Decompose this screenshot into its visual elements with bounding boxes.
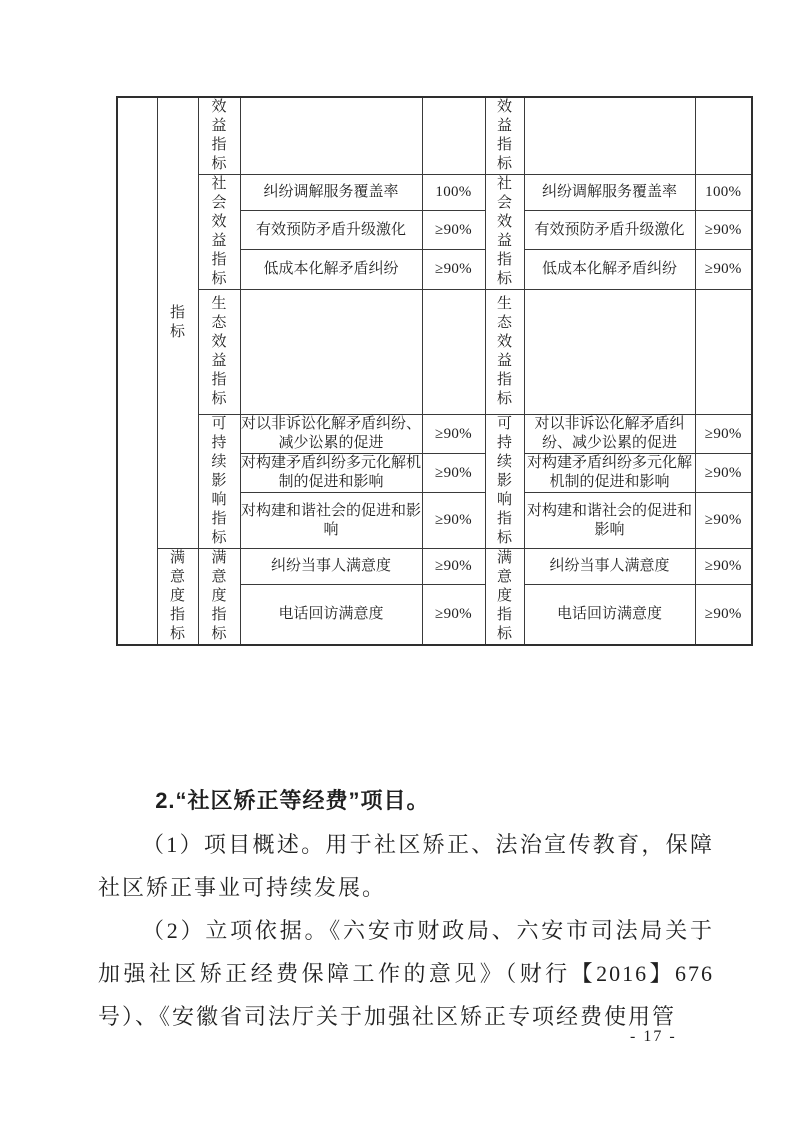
group-label-eco-benefit: 生 态 效 益 指 标 [198, 290, 240, 415]
group-label-sustain-impact: 可 持 续 影 响 指 标 [485, 415, 524, 549]
indicator-value: ≥90% [695, 493, 752, 549]
body-text [98, 779, 714, 1038]
indicator-value: 100% [695, 175, 752, 211]
indicator-value: ≥90% [422, 415, 485, 454]
indicator-name: 纠纷调解服务覆盖率 [240, 175, 422, 211]
indicator-name: 纠纷调解服务覆盖率 [524, 175, 695, 211]
indicator-name: 纠纷当事人满意度 [524, 549, 695, 585]
indicator-value: ≥90% [422, 250, 485, 290]
indicator-value: ≥90% [695, 454, 752, 493]
indicator-value: ≥90% [695, 549, 752, 585]
indicator-value: ≥90% [422, 584, 485, 645]
indicator-name: 电话回访满意度 [240, 584, 422, 645]
empty-margin-cell [117, 97, 157, 645]
indicator-value: ≥90% [695, 415, 752, 454]
indicator-name: 纠纷当事人满意度 [240, 549, 422, 585]
indicator-name: 对构建和谐社会的促进和影响 [524, 493, 695, 549]
group-label-social-benefit: 社 会 效 益 指 标 [485, 175, 524, 290]
indicator-name [240, 290, 422, 415]
indicator-value: ≥90% [422, 549, 485, 585]
indicator-name [524, 290, 695, 415]
group-label-satisfaction: 满 意 度 指 标 [198, 549, 240, 646]
indicator-value: ≥90% [422, 210, 485, 250]
outer-label-satisfaction: 满 意 度 指 标 [157, 549, 198, 646]
indicator-table-wrap [116, 96, 753, 646]
indicator-name: 对构建矛盾纠纷多元化解机制的促进和影响 [524, 454, 695, 493]
indicator-value [695, 290, 752, 415]
performance-indicator-table [116, 96, 753, 646]
outer-label-top: 指 标 [157, 97, 198, 549]
indicator-name: 低成本化解矛盾纠纷 [240, 250, 422, 290]
indicator-value: ≥90% [695, 250, 752, 290]
indicator-name [240, 97, 422, 175]
indicator-value: ≥90% [695, 210, 752, 250]
indicator-name: 有效预防矛盾升级激化 [524, 210, 695, 250]
indicator-value [422, 290, 485, 415]
indicator-name: 对以非诉讼化解矛盾纠纷、减少讼累的促进 [240, 415, 422, 454]
group-label-sustain-impact: 可 持 续 影 响 指 标 [198, 415, 240, 549]
indicator-value: ≥90% [695, 584, 752, 645]
indicator-value [422, 97, 485, 175]
indicator-value: ≥90% [422, 454, 485, 493]
indicator-name: 有效预防矛盾升级激化 [240, 210, 422, 250]
section-heading: 2.“社区矫正等经费”项目。 [155, 788, 430, 813]
group-label-eco-benefit: 生 态 效 益 指 标 [485, 290, 524, 415]
indicator-value [695, 97, 752, 175]
indicator-name [524, 97, 695, 175]
indicator-value: 100% [422, 175, 485, 211]
paragraph-project-basis: （2）立项依据。《六安市财政局、六安市司法局关于加强社区矫正经费保障工作的意见》（财行【2016】676号）、《安徽省司法厅关于加强社区矫正专项经费使用管 [98, 918, 714, 1029]
indicator-name: 对构建矛盾纠纷多元化解机制的促进和影响 [240, 454, 422, 493]
group-label-benefit: 效 益 指 标 [485, 97, 524, 175]
indicator-value: ≥90% [422, 493, 485, 549]
indicator-name: 低成本化解矛盾纠纷 [524, 250, 695, 290]
group-label-satisfaction: 满 意 度 指 标 [485, 549, 524, 646]
paragraph-project-overview: （1）项目概述。用于社区矫正、法治宣传教育，保障社区矫正事业可持续发展。 [98, 832, 714, 900]
page-number: - 17 - [630, 1028, 677, 1045]
indicator-name: 对构建和谐社会的促进和影响 [240, 493, 422, 549]
indicator-name: 电话回访满意度 [524, 584, 695, 645]
group-label-social-benefit: 社 会 效 益 指 标 [198, 175, 240, 290]
indicator-name: 对以非诉讼化解矛盾纠纷、减少讼累的促进 [524, 415, 695, 454]
group-label-benefit: 效 益 指 标 [198, 97, 240, 175]
